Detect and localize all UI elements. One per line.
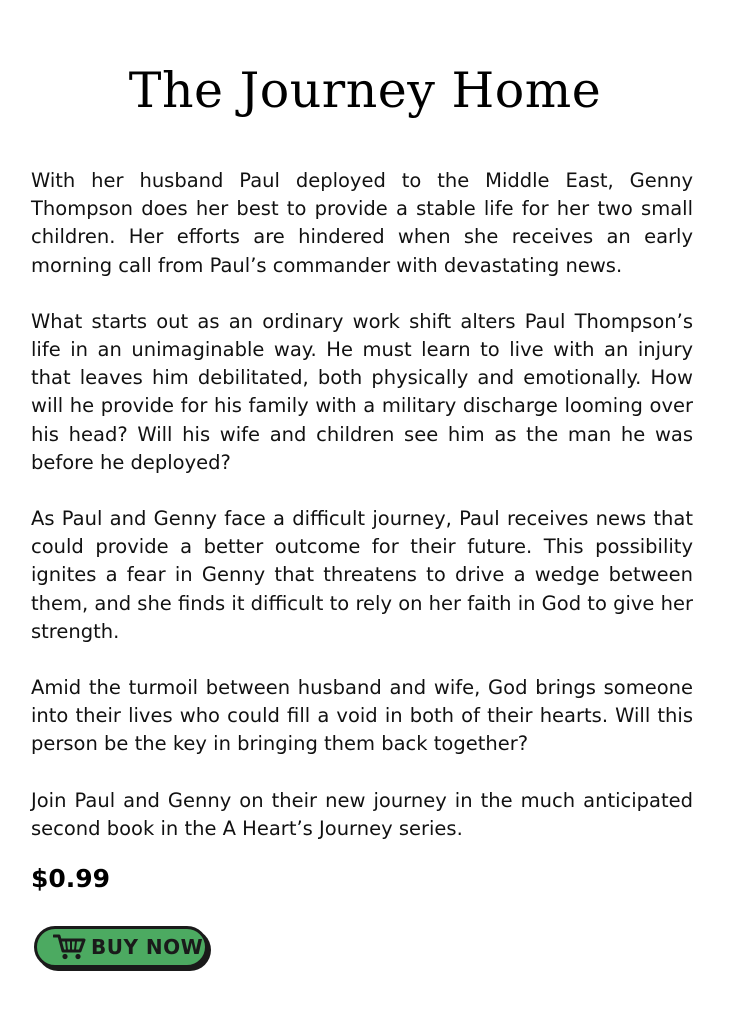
shopping-cart-icon <box>53 933 87 961</box>
description-paragraph-3: As Paul and Genny face a difficult journey, Paul receives news that could provide a better outcome for their future. This possibility ignites a fear in Genny that threatens to drive a wedge between them, and she finds it difficult to rely on her faith in God to give her strength. <box>31 507 693 643</box>
book-description <box>31 167 693 871</box>
description-paragraph-5: Join Paul and Genny on their new journey in the much anticipated second book in the A Heart’s Journey series. <box>31 788 693 840</box>
description-paragraph-2: What starts out as an ordinary work shift alters Paul Thompson’s life in an unimaginable way. He must learn to live with an injury that leaves him debilitated, both physically and emotionally. How will he provide for his family with a military discharge looming over his head? Will his wife and children see him as the man he was before he deployed? <box>31 309 693 474</box>
description-paragraph-4: Amid the turmoil between husband and wife, God brings someone into their lives who could fill a void in both of their hearts. Will this person be the key in bringing them back together? <box>31 676 693 756</box>
book-title: The Journey Home <box>128 62 602 119</box>
buy-now-label: BUY NOW <box>91 935 204 959</box>
buy-now-button[interactable] <box>34 926 208 968</box>
description-paragraph-1: With her husband Paul deployed to the Middle East, Genny Thompson does her best to provide a stable life for her two small children. Her efforts are hindered when she receives an early morning call from Paul’s commander with devastating news. <box>31 169 693 277</box>
price-label: $0.99 <box>31 864 111 893</box>
